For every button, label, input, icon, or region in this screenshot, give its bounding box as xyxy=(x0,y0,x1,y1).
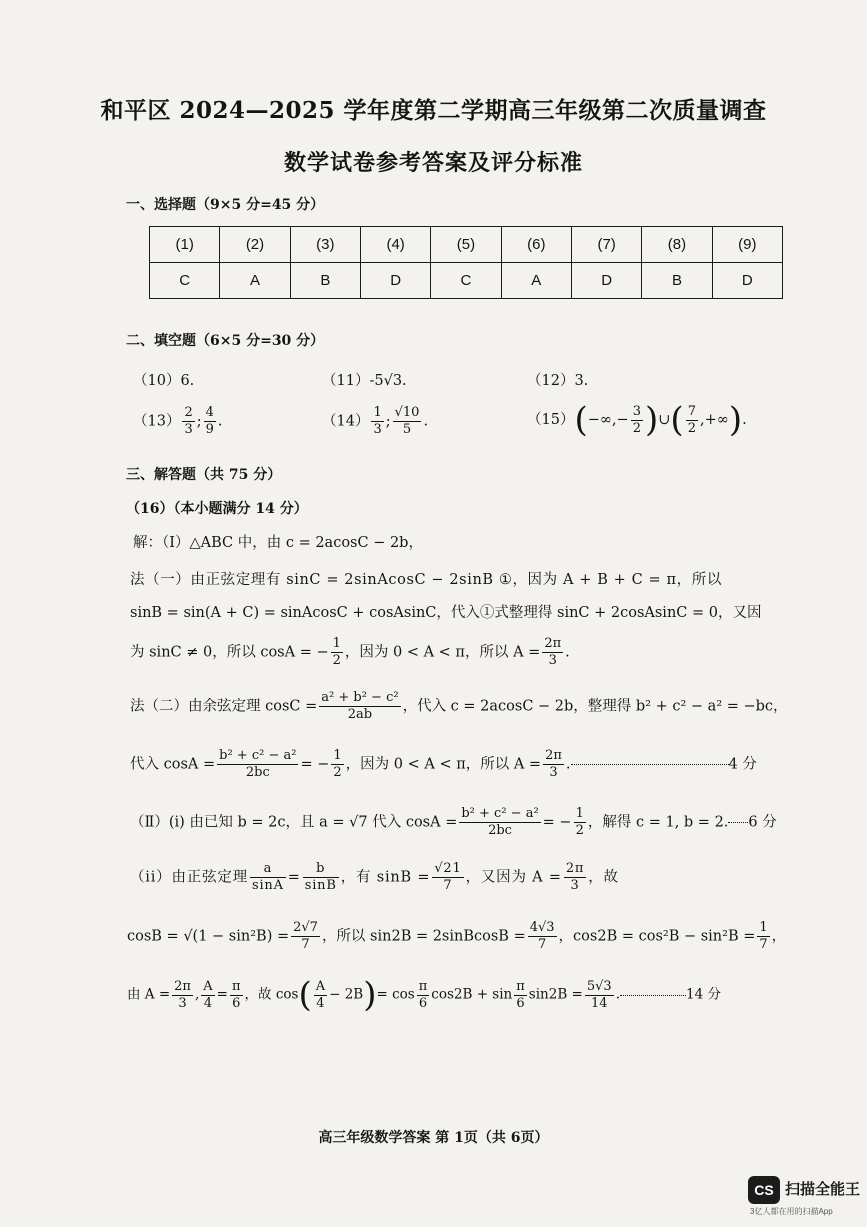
answer-q10: （10）6. xyxy=(133,373,195,389)
q16-heading: （16）（本小题满分 14 分） xyxy=(126,501,308,517)
solution-line-9: cosB = √(1 − sin²B) = $\frac{2√7}{7}$ ，所以 sin2B = 2sinBcosB = $\frac{4√3}{7}$ ，cos2B = cos²B − sin²B = $\frac{1}{7}$ ， xyxy=(127,920,787,952)
answer-table-numbers-row xyxy=(150,227,783,263)
answer-table-answers-row xyxy=(150,263,783,299)
fraction: $\frac{1}{2}$ xyxy=(332,636,341,668)
question-number: (1) xyxy=(150,227,220,263)
question-number: (6) xyxy=(501,227,571,263)
question-number: (5) xyxy=(431,227,501,263)
fraction: $\frac{1}{7}$ xyxy=(759,920,768,952)
solution-line-4: 为 sinC ≠ 0，所以 cosA = − $\frac{1}{2}$ ，因为 0 < A < π，所以 A = $\frac{2\pi}{3}$ . xyxy=(130,636,570,668)
fraction: $\frac{a}{\sin A}$ xyxy=(251,861,284,893)
answer-q13: （13） $\frac{2}{3}$ ; $\frac{4}{9}$ . xyxy=(133,405,223,437)
fraction: $\frac{2}{3}$ xyxy=(184,405,193,437)
answer-table xyxy=(149,226,783,299)
fraction: $\frac{2\pi}{3}$ xyxy=(565,861,585,893)
q13-label: （13） xyxy=(133,413,181,430)
solution-line-1: 解：（Ⅰ）△ABC 中，由 c = 2acosC − 2b， xyxy=(133,535,423,551)
fraction: $\frac{2√7}{7}$ xyxy=(293,920,318,952)
document-subtitle: 数学试卷参考答案及评分标准 xyxy=(283,150,583,176)
fraction: $\frac{2\pi}{3}$ xyxy=(174,978,191,1011)
score-label: 6 分 xyxy=(748,814,777,831)
answer-cell: B xyxy=(642,263,712,299)
score-label: 4 分 xyxy=(728,756,757,773)
section-fill-blank-heading: 二、填空题（6×5 分=30 分） xyxy=(126,333,325,349)
fraction: $\frac{7}{2}$ xyxy=(687,403,696,436)
answer-q12: （12）3. xyxy=(527,373,589,389)
fraction: $\frac{\pi}{6}$ xyxy=(231,978,241,1011)
question-number: (2) xyxy=(220,227,290,263)
question-number: (7) xyxy=(571,227,641,263)
watermark-slogan: 3亿人都在用的扫描App xyxy=(750,1207,833,1216)
answer-q15: （15）(−∞,− $\frac{3}{2}$ )∪( $\frac{7}{2}$ ,+∞). xyxy=(527,400,747,440)
solution-line-5: 法（二）由余弦定理 cosC = $\frac{\text{a² + b² − c²}}{2ab}$ ，代入 c = 2acosC − 2b，整理得 b² + c² − a² = −bc， xyxy=(130,690,788,722)
fraction: $\frac{A}{4}$ xyxy=(315,978,326,1011)
q14-label: （14） xyxy=(322,413,370,430)
solution-line-2: 法（一）由正弦定理有 sinC = 2sinAcosC − 2sinB ①，因为 A + B + C = π，所以 xyxy=(130,572,722,588)
answer-cell: C xyxy=(431,263,501,299)
fraction: $\frac{\text{a² + b² − c²}}{2ab}$ xyxy=(321,690,399,722)
fraction: $\frac{b}{\sin B}$ xyxy=(304,861,337,893)
question-number: (4) xyxy=(360,227,430,263)
fraction: $\frac{\pi}{6}$ xyxy=(516,978,525,1011)
solution-line-10: 由 A = $\frac{2\pi}{3}$ , $\frac{A}{4}$ = $\frac{\pi}{6}$ ，故 cos( $\frac{A}{4}$ − 2B)= cos $\frac{\pi}{6}$ cos2B + sin $\frac{\pi}{6}$ sin2B = $\frac{5√3}{14}$ . 14 分 xyxy=(127,975,721,1015)
watermark-name: 扫描全能王 xyxy=(785,1181,861,1198)
fraction: $\frac{\text{b² + c² − a²}}{2bc}$ xyxy=(219,748,297,780)
fraction: $\frac{A}{4}$ xyxy=(203,978,213,1011)
section-solutions-heading: 三、解答题（共 75 分） xyxy=(126,467,282,483)
page-footer: 高三年级数学答案 第 1页（共 6页） xyxy=(318,1130,549,1146)
answer-cell: C xyxy=(150,263,220,299)
fraction: $\frac{2\pi}{3}$ xyxy=(545,748,562,780)
fraction: $\frac{\pi}{6}$ xyxy=(418,978,428,1011)
answer-cell: B xyxy=(290,263,360,299)
fraction: $\frac{4√3}{7}$ xyxy=(529,920,555,952)
section-multiple-choice-heading: 一、选择题（9×5 分=45 分） xyxy=(126,197,325,213)
answer-cell: D xyxy=(571,263,641,299)
fraction: $\frac{5√3}{14}$ xyxy=(586,978,612,1011)
answer-q14: （14） $\frac{1}{3}$ ; $\frac{√10}{5}$ . xyxy=(322,405,429,437)
q15-label: （15） xyxy=(527,412,575,428)
fraction: $\frac{1}{2}$ xyxy=(333,748,342,780)
answer-cell: D xyxy=(360,263,430,299)
document-title: 和平区 2024—2025 学年度第二学期高三年级第二次质量调查 xyxy=(100,97,767,124)
fraction: $\frac{4}{9}$ xyxy=(205,405,214,437)
fraction: $\frac{1}{3}$ xyxy=(373,405,382,437)
answer-cell: D xyxy=(712,263,782,299)
question-number: (8) xyxy=(642,227,712,263)
question-number: (3) xyxy=(290,227,360,263)
fraction: $\frac{\text{b² + c² − a²}}{2bc}$ xyxy=(461,806,539,838)
question-number: (9) xyxy=(712,227,782,263)
fraction: $\frac{1}{2}$ xyxy=(575,806,584,838)
answer-cell: A xyxy=(501,263,571,299)
score-label: 14 分 xyxy=(685,986,721,1003)
answer-cell: A xyxy=(220,263,290,299)
fraction: $\frac{√10}{5}$ xyxy=(394,405,420,437)
answer-q11: （11）-5√3. xyxy=(322,373,407,389)
solution-line-8: （ii）由正弦定理 $\frac{a}{\sin A}$ = $\frac{b}{\sin B}$ ，有 sinB = $\frac{√21}{7}$ ，又因为 A = $\frac{2\pi}{3}$ ，故 xyxy=(130,861,619,893)
solution-line-6: 代入 cosA = $\frac{\text{b² + c² − a²}}{2bc}$ = − $\frac{1}{2}$ ，因为 0 < A < π，所以 A = $\frac{2\pi}{3}$ . 4 分 xyxy=(130,748,757,780)
solution-line-3: sinB = sin(A + C) = sinAcosC + cosAsinC，代入①式整理得 sinC + 2cosAsinC = 0，又因 xyxy=(130,605,762,621)
fraction: $\frac{2\pi}{3}$ xyxy=(544,636,562,668)
camscanner-logo-icon: CS xyxy=(748,1176,780,1204)
solution-line-7: （Ⅱ）(i) 由已知 b = 2c，且 a = √7 代入 cosA = $\frac{\text{b² + c² − a²}}{2bc}$ = − $\frac{1}{2}$ ，解得 c = 1, b = 2. 6 分 xyxy=(130,806,777,838)
fraction: $\frac{3}{2}$ xyxy=(632,403,641,436)
fraction: $\frac{√21}{7}$ xyxy=(434,861,462,893)
